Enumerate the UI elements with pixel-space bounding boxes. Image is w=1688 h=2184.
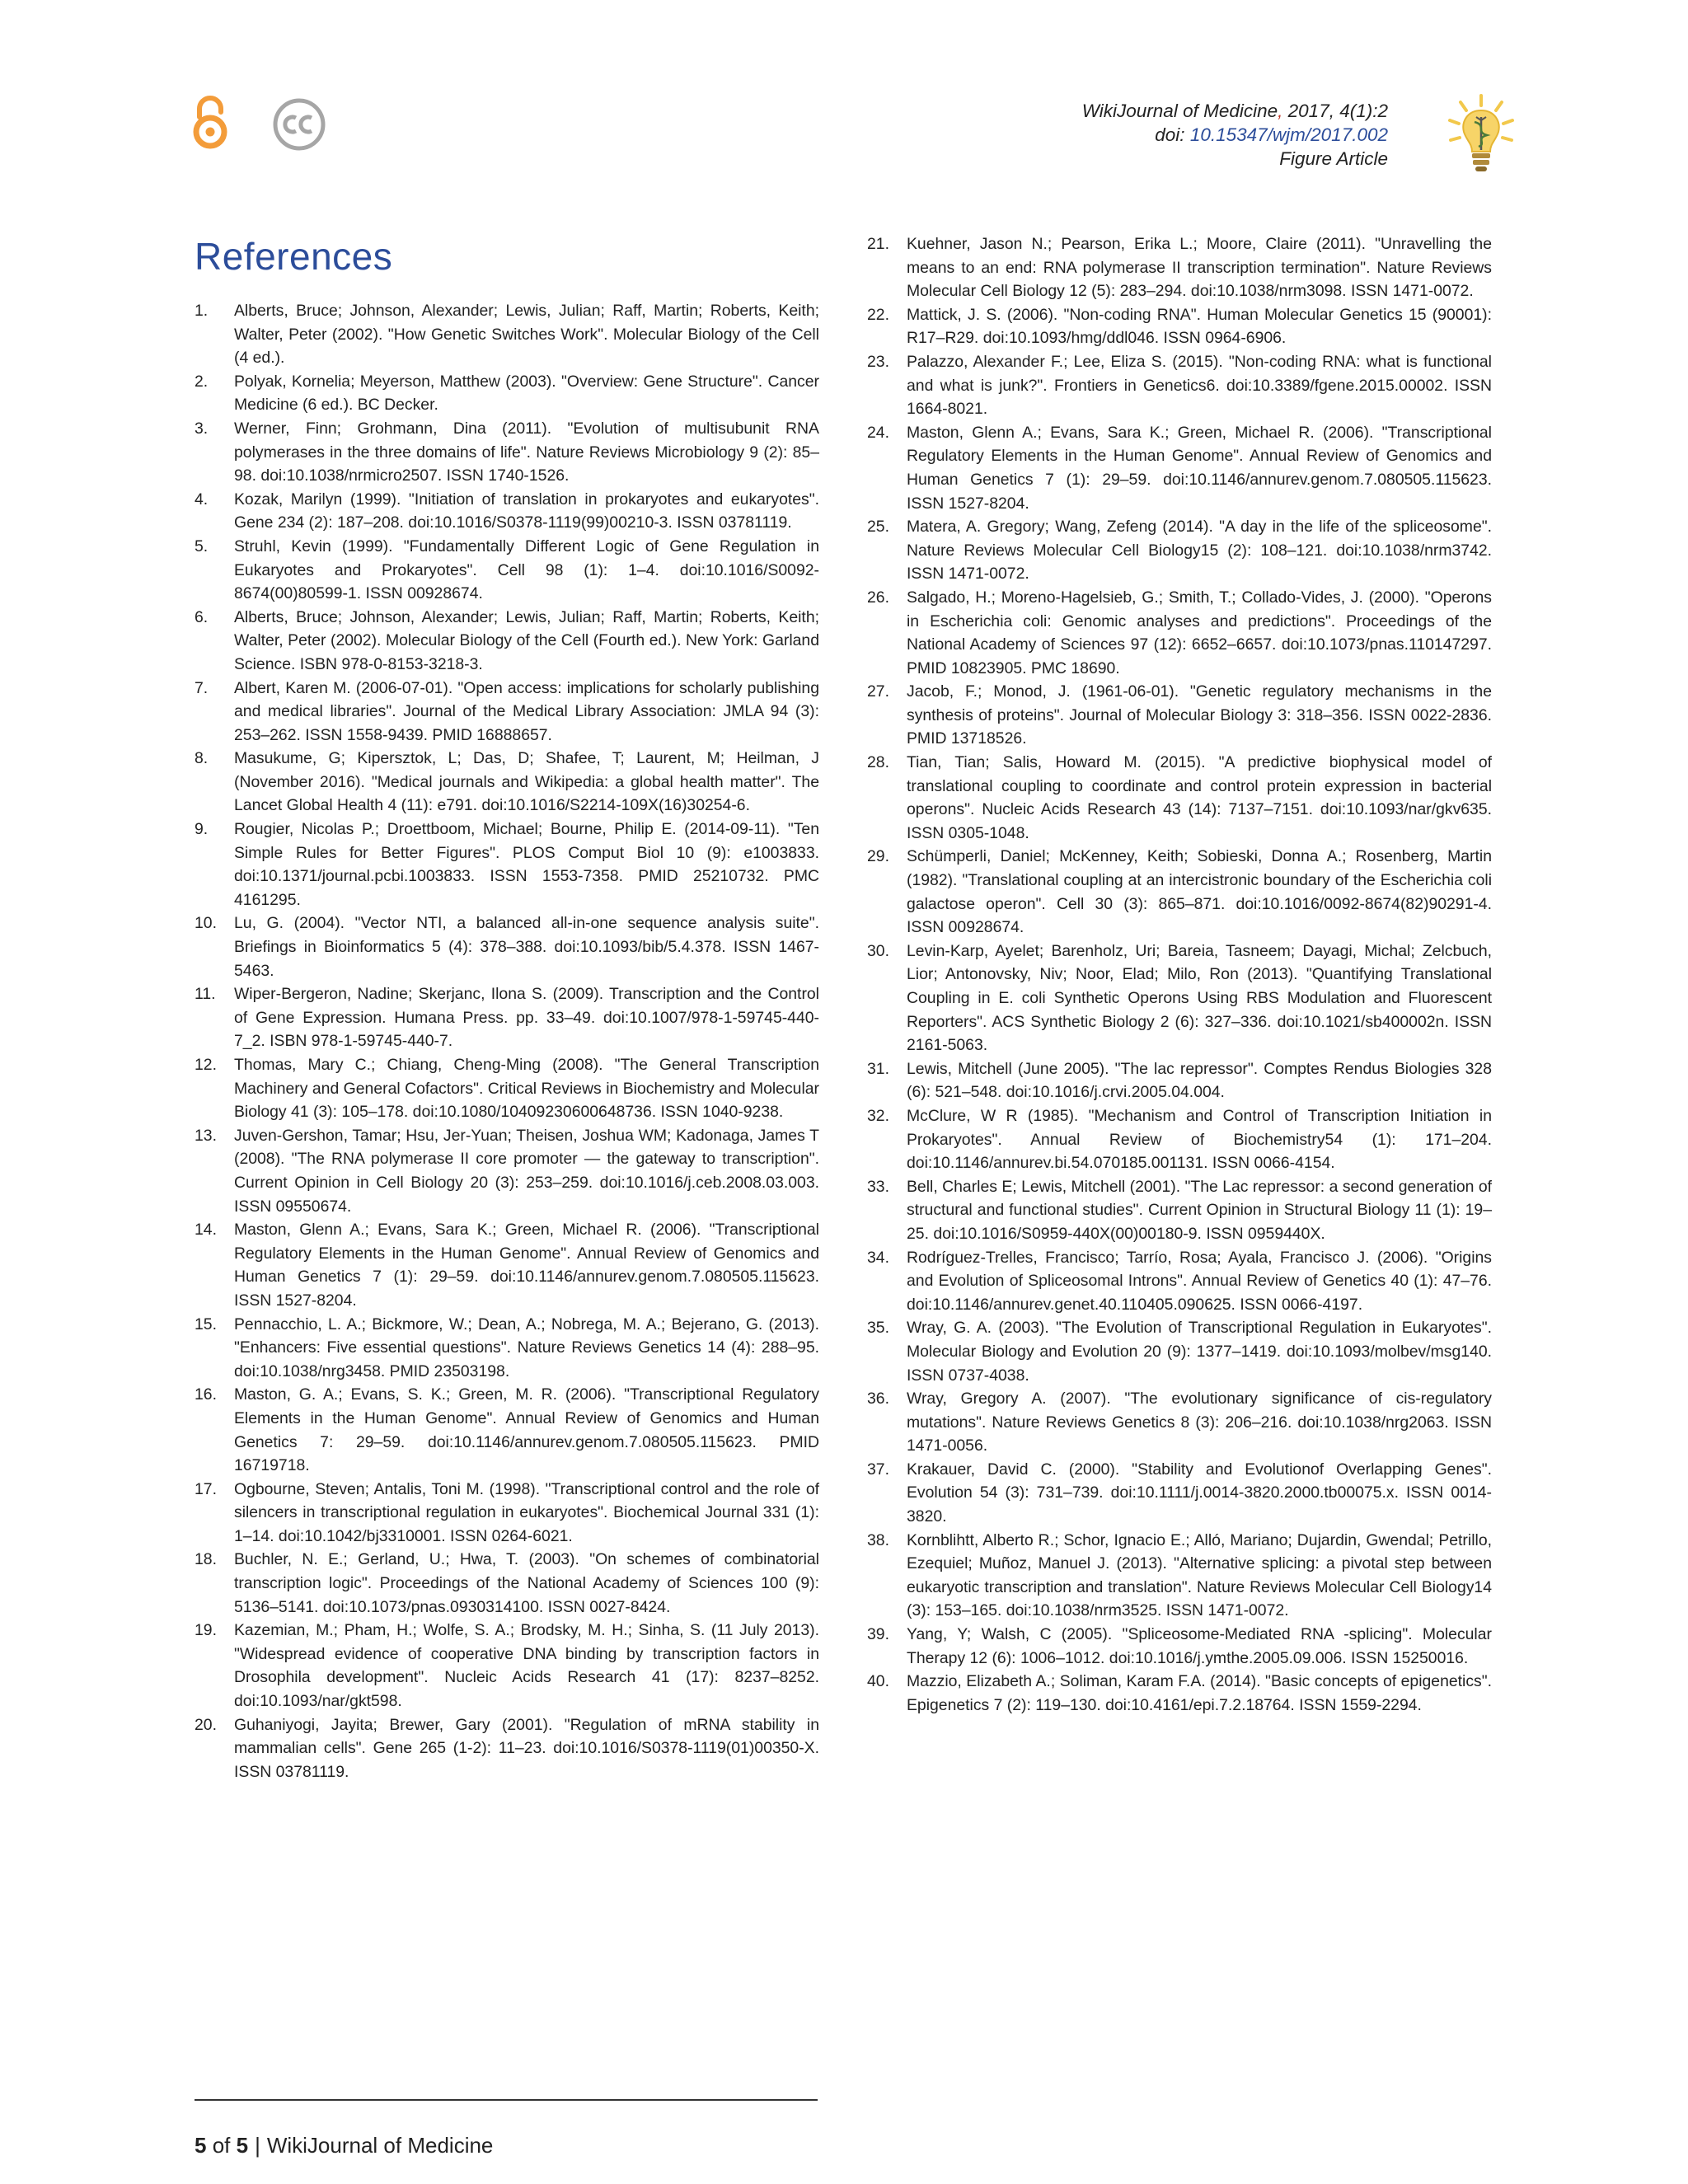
- reference-text: Ogbourne, Steven; Antalis, Toni M. (1998). "Transcriptional control and the role of silencers in transcriptional regulation in eukaryotes". Biochemical Journal 331 (1): 1–14. doi:10.1042/bj3310001. ISSN 0264-6021.: [234, 1479, 819, 1545]
- reference-number: 28.: [867, 753, 889, 772]
- reference-number: 32.: [867, 1106, 889, 1125]
- reference-item: [195, 912, 819, 982]
- reference-number: 19.: [195, 1621, 217, 1640]
- reference-number: 5.: [195, 537, 209, 555]
- reference-number: 1.: [195, 302, 209, 320]
- reference-text: Matera, A. Gregory; Wang, Zefeng (2014). "A day in the life of the spliceosome". Nature Reviews Molecular Cell Biology15 (2): 108–121. doi:10.1038/nrm3742. ISSN 1471-0072.: [907, 518, 1492, 583]
- reference-item: [867, 586, 1492, 680]
- article-header: [1082, 99, 1388, 171]
- reference-text: Werner, Finn; Grohmann, Dina (2011). "Evolution of multisubunit RNA polymerases in the three domains of life". Nature Reviews Microbiology 9 (2): 85–98. doi:10.1038/nrmicro2507. ISSN 1740-1526.: [234, 419, 819, 485]
- reference-text: Kuehner, Jason N.; Pearson, Erika L.; Moore, Claire (2011). "Unravelling the means to an end: RNA polymerase II transcription termination". Nature Reviews Molecular Cell Biology 12 (5): 283–294. doi:10.1038/nrm3098. ISSN 1471-0072.: [907, 235, 1492, 301]
- reference-item: [867, 421, 1492, 515]
- reference-text: Lu, G. (2004). "Vector NTI, a balanced all-in-one sequence analysis suite". Briefings in Bioinformatics 5 (4): 378–388. doi:10.1093/bib/5.4.378. ISSN 1467-5463.: [234, 914, 819, 980]
- reference-number: 7.: [195, 678, 209, 697]
- reference-item: [867, 845, 1492, 939]
- reference-text: Maston, Glenn A.; Evans, Sara K.; Green, Michael R. (2006). "Transcriptional Regulatory Elements in the Human Genome". Annual Review of Genomics and Human Genetics 7 (1): 29–59. doi:10.1146/annurev.genom.7.080505.115623. ISSN 1527-8204.: [907, 423, 1492, 513]
- reference-text: Guhaniyogi, Jayita; Brewer, Gary (2001). "Regulation of mRNA stability in mammalian cells". Gene 265 (1-2): 11–23. doi:10.1016/S0378-1119(01)00350-X. ISSN 03781119.: [234, 1715, 819, 1781]
- reference-number: 4.: [195, 490, 209, 509]
- reference-item: [195, 417, 819, 488]
- reference-number: 37.: [867, 1460, 889, 1479]
- reference-item: [195, 488, 819, 535]
- doi-link[interactable]: 10.15347/wjm/2017.002: [1189, 124, 1388, 145]
- reference-item: [867, 940, 1492, 1057]
- wikijournal-logo: [1446, 92, 1517, 175]
- doi-line: [1082, 123, 1388, 147]
- reference-text: Albert, Karen M. (2006-07-01). "Open access: implications for scholarly publishing and medical libraries". Journal of the Medical Library Association: JMLA 94 (3): 253–262. ISSN 1558-9439. PMID 16888657.: [234, 678, 819, 744]
- reference-number: 2.: [195, 372, 209, 391]
- reference-text: Kazemian, M.; Pham, H.; Wolfe, S. A.; Brodsky, M. H.; Sinha, S. (11 July 2013). "Widespread evidence of cooperative DNA binding by transcription factors in Drosophila development". Nucleic Acids Research 41 (17): 8237–8252. doi:10.1093/nar/gkt598.: [234, 1621, 819, 1711]
- reference-item: [867, 232, 1492, 303]
- reference-item: [867, 1387, 1492, 1458]
- article-type: Figure Article: [1279, 148, 1388, 169]
- reference-item: [195, 1713, 819, 1784]
- reference-text: Alberts, Bruce; Johnson, Alexander; Lewis, Julian; Raff, Martin; Roberts, Keith; Walter, Peter (2002). Molecular Biology of the Cell (Fourth ed.). New York: Garland Science. ISBN 978-0-8153-3218-3.: [234, 607, 819, 673]
- footer-separator: |: [255, 2133, 260, 2158]
- reference-item: [867, 751, 1492, 845]
- reference-text: Wray, G. A. (2003). "The Evolution of Transcriptional Regulation in Eukaryotes". Molecular Biology and Evolution 20 (9): 1377–1419. doi:10.1093/molbev/msg140. ISSN 0737-4038.: [907, 1319, 1492, 1385]
- reference-text: Wray, Gregory A. (2007). "The evolutionary significance of cis-regulatory mutations". Nature Reviews Genetics 8 (3): 206–216. doi:10.1038/nrg2063. ISSN 1471-0056.: [907, 1390, 1492, 1455]
- reference-item: [867, 1623, 1492, 1670]
- reference-item: [195, 1124, 819, 1218]
- reference-number: 23.: [867, 352, 889, 371]
- reference-item: [867, 1458, 1492, 1529]
- page-of: of: [206, 2133, 237, 2158]
- references-list-left: [195, 299, 819, 1783]
- reference-text: Thomas, Mary C.; Chiang, Cheng-Ming (2008). "The General Transcription Machinery and General Cofactors". Critical Reviews in Biochemistry and Molecular Biology 41 (3): 105–178. doi:10.1080/10409230600648736. ISSN 1040-9238.: [234, 1056, 819, 1122]
- reference-text: Kornblihtt, Alberto R.; Schor, Ignacio E.; Alló, Mariano; Dujardin, Gwendal; Petrillo, Ezequiel; Muñoz, Manuel J. (2013). "Alternative splicing: a pivotal step between eukaryotic transcription and translation". Nature Reviews Molecular Cell Biology14 (3): 153–165. doi:10.1038/nrm3525. ISSN 1471-0072.: [907, 1530, 1492, 1620]
- reference-number: 6.: [195, 607, 209, 626]
- reference-number: 27.: [867, 682, 889, 701]
- reference-number: 14.: [195, 1221, 217, 1240]
- reference-text: Masukume, G; Kipersztok, L; Das, D; Shafee, T; Laurent, M; Heilman, J (November 2016). "Medical journals and Wikipedia: a global health matter". The Lancet Global Health 4 (11): e791. doi:10.1016/S2214-109X(16)30254-6.: [234, 749, 819, 815]
- comma: ,: [1278, 101, 1283, 121]
- reference-number: 29.: [867, 847, 889, 866]
- reference-item: [195, 1383, 819, 1477]
- reference-text: Jacob, F.; Monod, J. (1961-06-01). "Genetic regulatory mechanisms in the synthesis of proteins". Journal of Molecular Biology 3: 318–356. ISSN 0022-2836. PMID 13718526.: [907, 682, 1492, 748]
- page-total: 5: [236, 2133, 249, 2158]
- footer-rule: [195, 2099, 818, 2101]
- reference-number: 18.: [195, 1550, 217, 1569]
- reference-text: Polyak, Kornelia; Meyerson, Matthew (2003). "Overview: Gene Structure". Cancer Medicine (6 ed.). BC Decker.: [234, 372, 819, 415]
- journal-name: WikiJournal of Medicine: [1081, 101, 1278, 121]
- reference-item: [867, 1670, 1492, 1717]
- reference-number: 9.: [195, 820, 209, 839]
- reference-text: Tian, Tian; Salis, Howard M. (2015). "A predictive biophysical model of translational coupling to coordinate and control protein expression in bacterial operons". Nucleic Acids Research 43 (14): 7137–7151. doi:10.1093/nar/gkv635. ISSN 0305-1048.: [907, 753, 1492, 842]
- reference-item: [195, 299, 819, 370]
- reference-text: McClure, W R (1985). "Mechanism and Control of Transcription Initiation in Prokaryotes". Annual Review of Biochemistry54 (1): 171–204. doi:10.1146/annurev.bi.54.070185.001131. ISSN 0066-4154.: [907, 1106, 1492, 1173]
- reference-text: Yang, Y; Walsh, C (2005). "Spliceosome-Mediated RNA -splicing". Molecular Therapy 12 (6): 1006–1012. doi:10.1016/j.ymthe.2005.09.006. ISSN 15250016.: [907, 1625, 1492, 1667]
- creative-commons-icon: [270, 97, 328, 152]
- reference-text: Maston, Glenn A.; Evans, Sara K.; Green, Michael R. (2006). "Transcriptional Regulatory Elements in the Human Genome". Annual Review of Genomics and Human Genetics 7 (1): 29–59. doi:10.1146/annurev.genom.7.080505.115623. ISSN 1527-8204.: [234, 1221, 819, 1310]
- reference-number: 12.: [195, 1056, 217, 1074]
- reference-item: [195, 1053, 819, 1124]
- footer-journal: WikiJournal of Medicine: [266, 2133, 494, 2158]
- reference-number: 11.: [195, 985, 216, 1004]
- reference-item: [867, 1104, 1492, 1175]
- year-issue: 2017, 4(1):2: [1282, 101, 1388, 121]
- references-heading: References: [195, 235, 393, 278]
- doi-prefix: doi:: [1155, 124, 1190, 145]
- reference-number: 40.: [867, 1672, 889, 1691]
- reference-item: [195, 1548, 819, 1619]
- reference-item: [195, 370, 819, 417]
- reference-number: 22.: [867, 305, 889, 324]
- reference-item: [867, 1175, 1492, 1246]
- reference-item: [867, 1057, 1492, 1104]
- reference-text: Krakauer, David C. (2000). "Stability and Evolutionof Overlapping Genes". Evolution 54 (3): 731–739. doi:10.1111/j.0014-3820.2000.tb00075.x. ISSN 0014-3820.: [907, 1460, 1492, 1526]
- reference-text: Rougier, Nicolas P.; Droettboom, Michael; Bourne, Philip E. (2014-09-11). "Ten Simple Rules for Better Figures". PLOS Comput Biol 10 (9): e1003833. doi:10.1371/journal.pcbi.1003833. ISSN 1553-7358. PMID 25210732. PMC 4161295.: [234, 820, 819, 909]
- reference-text: Mazzio, Elizabeth A.; Soliman, Karam F.A. (2014). "Basic concepts of epigenetics". Epigenetics 7 (2): 119–130. doi:10.4161/epi.7.2.18764. ISSN 1559-2294.: [907, 1672, 1492, 1714]
- reference-number: 31.: [867, 1059, 889, 1078]
- reference-number: 17.: [195, 1479, 217, 1498]
- open-access-icon: [191, 96, 229, 150]
- citation-line: [1082, 99, 1388, 123]
- reference-item: [195, 677, 819, 748]
- reference-text: Palazzo, Alexander F.; Lee, Eliza S. (2015). "Non-coding RNA: what is functional and what is junk?". Frontiers in Genetics6. doi:10.3389/fgene.2015.00002. ISSN 1664-8021.: [907, 352, 1492, 419]
- reference-number: 3.: [195, 419, 209, 438]
- reference-item: [195, 1313, 819, 1384]
- reference-number: 8.: [195, 749, 209, 768]
- reference-number: 10.: [195, 914, 217, 933]
- reference-number: 33.: [867, 1177, 889, 1196]
- reference-item: [867, 1246, 1492, 1317]
- reference-number: 13.: [195, 1126, 217, 1145]
- reference-number: 25.: [867, 518, 889, 537]
- reference-text: Lewis, Mitchell (June 2005). "The lac repressor". Comptes Rendus Biologies 328 (6): 521–548. doi:10.1016/j.crvi.2005.04.004.: [907, 1059, 1492, 1102]
- reference-item: [195, 1619, 819, 1713]
- reference-number: 35.: [867, 1319, 889, 1338]
- reference-number: 15.: [195, 1315, 217, 1333]
- references-list-right: [867, 232, 1492, 1717]
- reference-text: Levin-Karp, Ayelet; Barenholz, Uri; Bareia, Tasneem; Dayagi, Michal; Zelcbuch, Lior; Antonovsky, Niv; Noor, Elad; Milo, Ron (2013). "Quantifying Translational Coupling in E. coli Synthetic Operons Using RBS Modulation and Fluorescent Reporters". ACS Synthetic Biology 2 (6): 327–336. doi:10.1021/sb400002n. ISSN 2161-5063.: [907, 941, 1492, 1055]
- reference-item: [867, 680, 1492, 751]
- reference-item: [195, 818, 819, 912]
- page-current: 5: [195, 2133, 207, 2158]
- reference-item: [867, 1316, 1492, 1387]
- reference-number: 16.: [195, 1385, 217, 1404]
- reference-text: Pennacchio, L. A.; Bickmore, W.; Dean, A.; Nobrega, M. A.; Bejerano, G. (2013). "Enhancers: Five essential questions". Nature Reviews Genetics 14 (4): 288–95. doi:10.1038/nrg3458. PMID 23503198.: [234, 1315, 819, 1380]
- reference-item: [195, 1218, 819, 1312]
- reference-text: Rodríguez-Trelles, Francisco; Tarrío, Rosa; Ayala, Francisco J. (2006). "Origins and Evolution of Spliceosomal Introns". Annual Review of Genetics 40 (1): 47–76. doi:10.1146/annurev.genet.40.110405.090625. ISSN 0066-4197.: [907, 1248, 1492, 1314]
- reference-item: [195, 535, 819, 606]
- reference-item: [867, 515, 1492, 586]
- reference-item: [195, 1478, 819, 1549]
- reference-number: 20.: [195, 1715, 217, 1734]
- reference-text: Mattick, J. S. (2006). "Non-coding RNA". Human Molecular Genetics 15 (90001): R17–R29. doi:10.1093/hmg/ddl046. ISSN 0964-6906.: [907, 305, 1492, 348]
- reference-text: Wiper-Bergeron, Nadine; Skerjanc, Ilona S. (2009). Transcription and the Control of Gene Expression. Humana Press. pp. 33–49. doi:10.1007/978-1-59745-440-7_2. ISBN 978-1-59745-440-7.: [234, 985, 819, 1051]
- reference-number: 39.: [867, 1625, 889, 1644]
- reference-number: 34.: [867, 1248, 889, 1267]
- reference-item: [195, 747, 819, 818]
- reference-text: Juven-Gershon, Tamar; Hsu, Jer-Yuan; Theisen, Joshua WM; Kadonaga, James T (2008). "The RNA polymerase II core promoter — the gateway to transcription". Current Opinion in Cell Biology 20 (3): 253–259. doi:10.1016/j.ceb.2008.03.003. ISSN 09550674.: [234, 1126, 819, 1216]
- reference-text: Struhl, Kevin (1999). "Fundamentally Different Logic of Gene Regulation in Eukaryotes and Prokaryotes". Cell 98 (1): 1–4. doi:10.1016/S0092-8674(00)80599-1. ISSN 00928674.: [234, 537, 819, 603]
- reference-item: [195, 982, 819, 1053]
- reference-text: Bell, Charles E; Lewis, Mitchell (2001). "The Lac repressor: a second generation of structural and functional studies". Current Opinion in Structural Biology 11 (1): 19–25. doi:10.1016/S0959-440X(00)00180-9. ISSN 0959440X.: [907, 1177, 1492, 1243]
- reference-number: 21.: [867, 235, 889, 253]
- reference-number: 24.: [867, 423, 889, 442]
- reference-item: [867, 350, 1492, 421]
- reference-text: Alberts, Bruce; Johnson, Alexander; Lewis, Julian; Raff, Martin; Roberts, Keith; Walter, Peter (2002). "How Genetic Switches Work". Molecular Biology of the Cell (4 ed.).: [234, 302, 819, 368]
- reference-item: [867, 303, 1492, 350]
- reference-text: Salgado, H.; Moreno-Hagelsieb, G.; Smith, T.; Collado-Vides, J. (2000). "Operons in Escherichia coli: Genomic analyses and predictions". Proceedings of the National Academy of Sciences 97 (12): 6652–6657. doi:10.1073/pnas.110147297. PMID 10823905. PMC 18690.: [907, 588, 1492, 677]
- reference-text: Maston, G. A.; Evans, S. K.; Green, M. R. (2006). "Transcriptional Regulatory Elements in the Human Genome". Annual Review of Genomics and Human Genetics 7: 29–59. doi:10.1146/annurev.genom.7.080505.115623. PMID 16719718.: [234, 1385, 819, 1475]
- reference-text: Schümperli, Daniel; McKenney, Keith; Sobieski, Donna A.; Rosenberg, Martin (1982). "Translational coupling at an intercistronic boundary of the Escherichia coli galactose operon". Cell 30 (3): 865–871. doi:10.1016/0092-8674(82)90291-4. ISSN 00928674.: [907, 847, 1492, 937]
- page-footer: [195, 2133, 493, 2158]
- reference-text: Kozak, Marilyn (1999). "Initiation of translation in prokaryotes and eukaryotes". Gene 234 (2): 187–208. doi:10.1016/S0378-1119(99)00210-3. ISSN 03781119.: [234, 490, 819, 532]
- reference-number: 38.: [867, 1530, 889, 1549]
- reference-text: Buchler, N. E.; Gerland, U.; Hwa, T. (2003). "On schemes of combinatorial transcription logic". Proceedings of the National Academy of Sciences 100 (9): 5136–5141. doi:10.1073/pnas.0930314100. ISSN 0027-8424.: [234, 1550, 819, 1616]
- reference-item: [195, 606, 819, 677]
- reference-number: 30.: [867, 941, 889, 960]
- reference-number: 36.: [867, 1390, 889, 1408]
- reference-item: [867, 1529, 1492, 1623]
- reference-number: 26.: [867, 588, 889, 607]
